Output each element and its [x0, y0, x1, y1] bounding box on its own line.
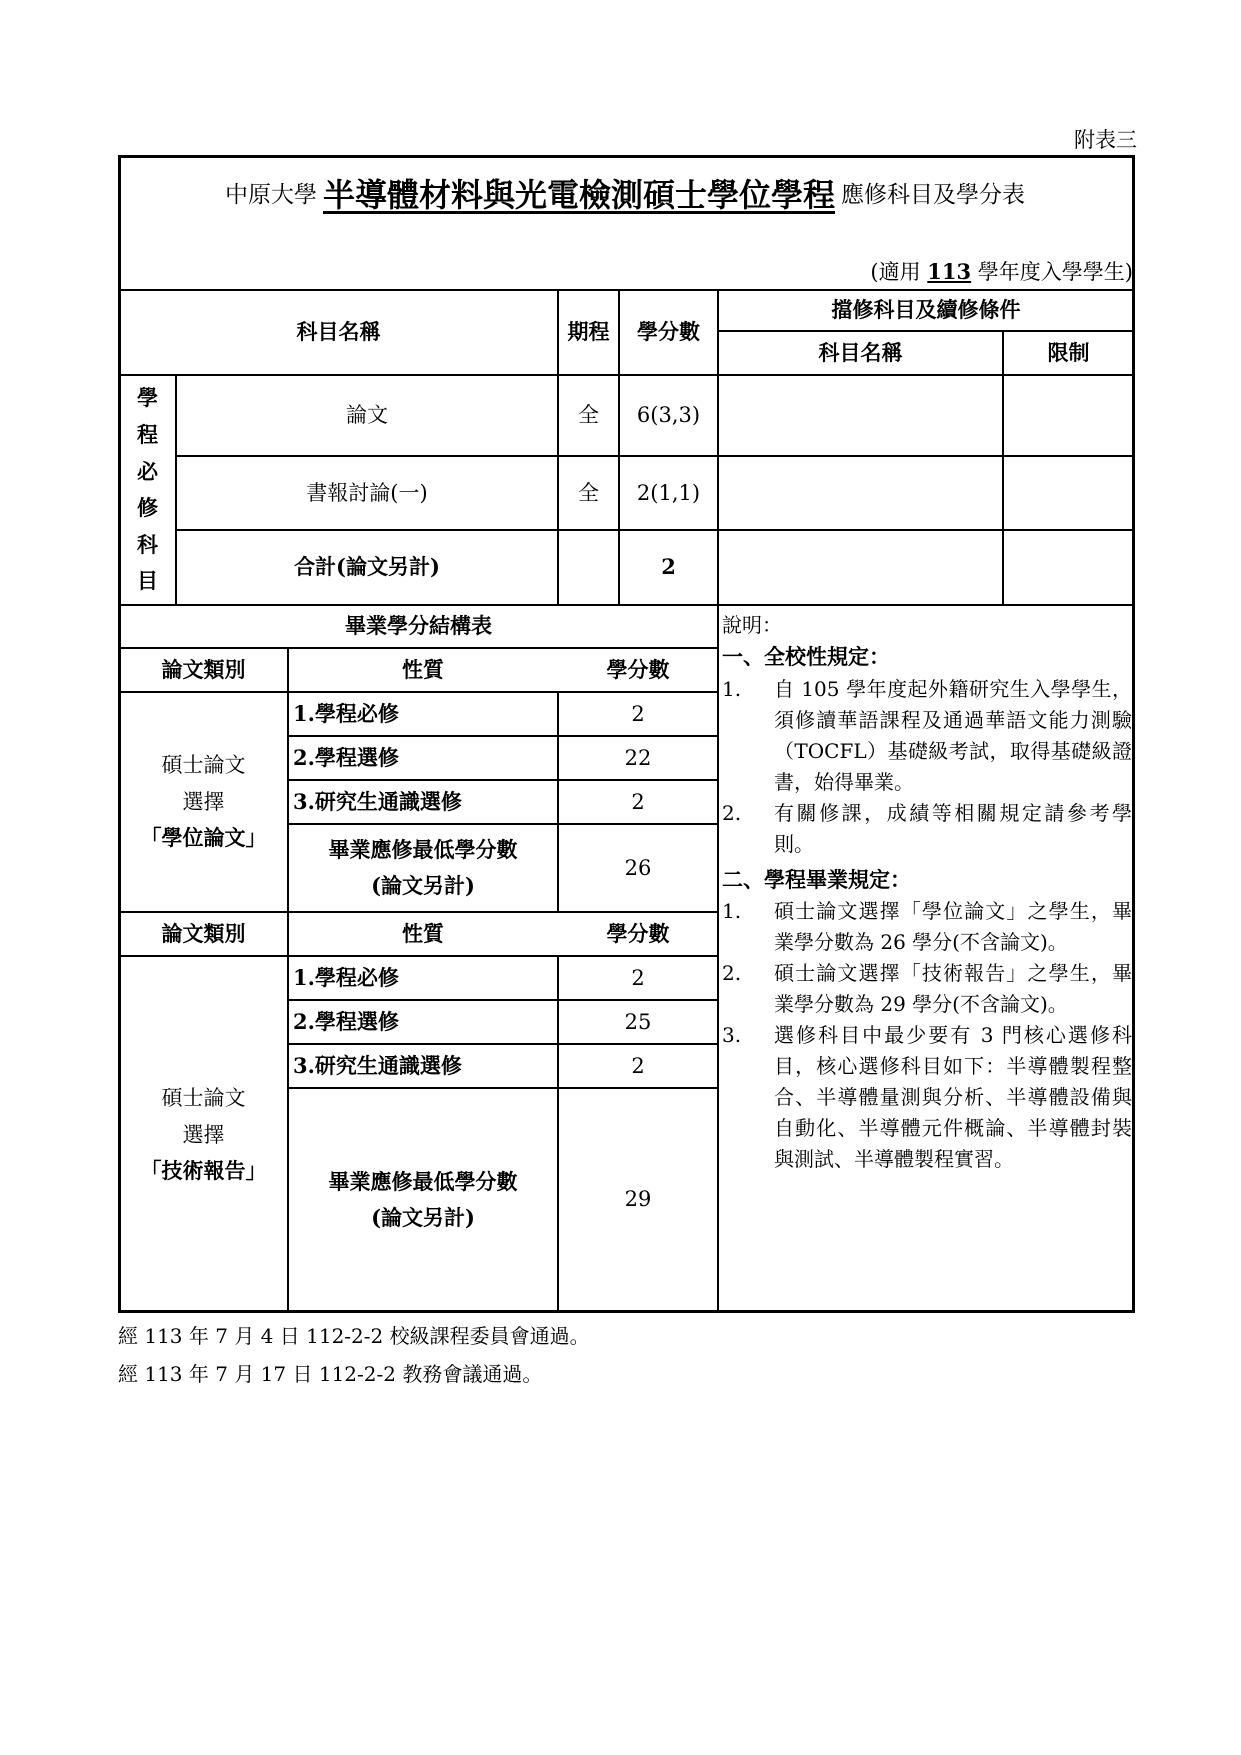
nature-row: 2.學程選修 [293, 744, 399, 770]
course-name: 論文 [346, 403, 388, 428]
structure-col-type: 論文類別 [161, 920, 246, 946]
structure-col-nature: 性質 [402, 920, 444, 946]
course-credits: 6(3,3) [636, 403, 701, 428]
required-total-period [559, 531, 618, 604]
nature-row: 1.學程必修 [293, 964, 399, 990]
header-prereq-course: 科目名稱 [818, 339, 903, 365]
min-credits-value: 29 [624, 1187, 652, 1212]
rule [717, 289, 719, 1313]
course-credits: 2(1,1) [636, 480, 701, 505]
applicability-note: (適用 113 學年度入學學生) [870, 259, 1133, 284]
course-period: 全 [578, 403, 599, 428]
note-item: 3. 選修科目中最少要有 3 門核心選修科目，核心選修科目如下：半導體製程整合、半導體量測與分析、半導體設備與自動化、半導體元件概論、半導體封裝與測試、半導體製程實習。 [722, 1023, 1132, 1172]
nature-credits: 2 [631, 965, 645, 990]
note-item: 2. 有關修課，成績等相關規定請參考學則。 [722, 800, 1132, 856]
structure-col-type: 論文類別 [161, 656, 246, 682]
header-period: 期程 [567, 319, 610, 345]
note-item: 1. 碩士論文選擇「學位論文」之學生，畢業學分數為 26 學分(不含論文)。 [722, 899, 1132, 955]
nature-credits: 2 [631, 701, 645, 726]
title-suffix: 應修科目及學分表 [841, 181, 1025, 208]
nature-row: 3.研究生通識選修 [293, 788, 462, 814]
notes-section [722, 610, 1132, 1175]
min-credits-value: 26 [624, 855, 652, 880]
min-credits-label: 畢業應修最低學分數 (論文另計) [328, 1168, 518, 1230]
thesis-type-dissertation: 碩士論文 選擇 「學位論文」 [140, 752, 267, 851]
required-group-label: 學 程 必 修 科 目 [137, 385, 158, 594]
applicable-year: 113 [927, 259, 972, 284]
nature-credits: 22 [624, 745, 652, 770]
course-name: 書報討論(一) [306, 480, 428, 505]
nature-row: 1.學程必修 [293, 700, 399, 726]
required-total-credits: 2 [661, 554, 676, 580]
approval-line: 經 113 年 7 月 4 日 112-2-2 校級課程委員會通過。 [118, 1324, 590, 1348]
approval-line: 經 113 年 7 月 17 日 112-2-2 教務會議通過。 [118, 1362, 543, 1386]
structure-title: 畢業學分結構表 [345, 613, 492, 639]
notes-heading: 說明： [722, 613, 782, 637]
nature-credits: 2 [631, 1053, 645, 1078]
title-program: 半導體材料與光電檢測碩士學位學程 [322, 176, 835, 214]
nature-credits: 25 [624, 1009, 652, 1034]
min-credits-label: 畢業應修最低學分數 (論文另計) [328, 837, 518, 898]
notes-sec2-heading: 二、學程畢業規定： [722, 866, 911, 892]
annex-label: 附表三 [1074, 128, 1137, 152]
thesis-type-technical-report: 碩士論文 選擇 「技術報告」 [140, 1085, 267, 1184]
structure-col-credits: 學分數 [606, 656, 670, 682]
nature-credits: 2 [631, 789, 645, 814]
required-total-label: 合計(論文另計) [294, 554, 440, 580]
structure-col-nature: 性質 [402, 656, 444, 682]
nature-row: 3.研究生通識選修 [293, 1052, 462, 1078]
header-credits: 學分數 [637, 319, 700, 345]
document-title [120, 175, 1130, 215]
header-course-name: 科目名稱 [296, 319, 381, 345]
course-period: 全 [578, 480, 599, 505]
header-prereq-title: 擋修科目及續修條件 [831, 297, 1021, 323]
note-item: 2. 碩士論文選擇「技術報告」之學生，畢業學分數為 29 學分(不含論文)。 [722, 961, 1132, 1017]
note-item: 1. 自 105 學年度起外籍研究生入學學生，須修讀華語課程及通過華語文能力測驗（TOCFL）基礎級考試，取得基礎級證書，始得畢業。 [722, 676, 1132, 794]
structure-col-credits: 學分數 [606, 920, 670, 946]
nature-row: 2.學程選修 [293, 1008, 399, 1034]
header-prereq-limit: 限制 [1047, 339, 1090, 365]
notes-sec1-heading: 一、全校性規定： [722, 644, 890, 669]
title-prefix: 中原大學 [224, 181, 317, 208]
